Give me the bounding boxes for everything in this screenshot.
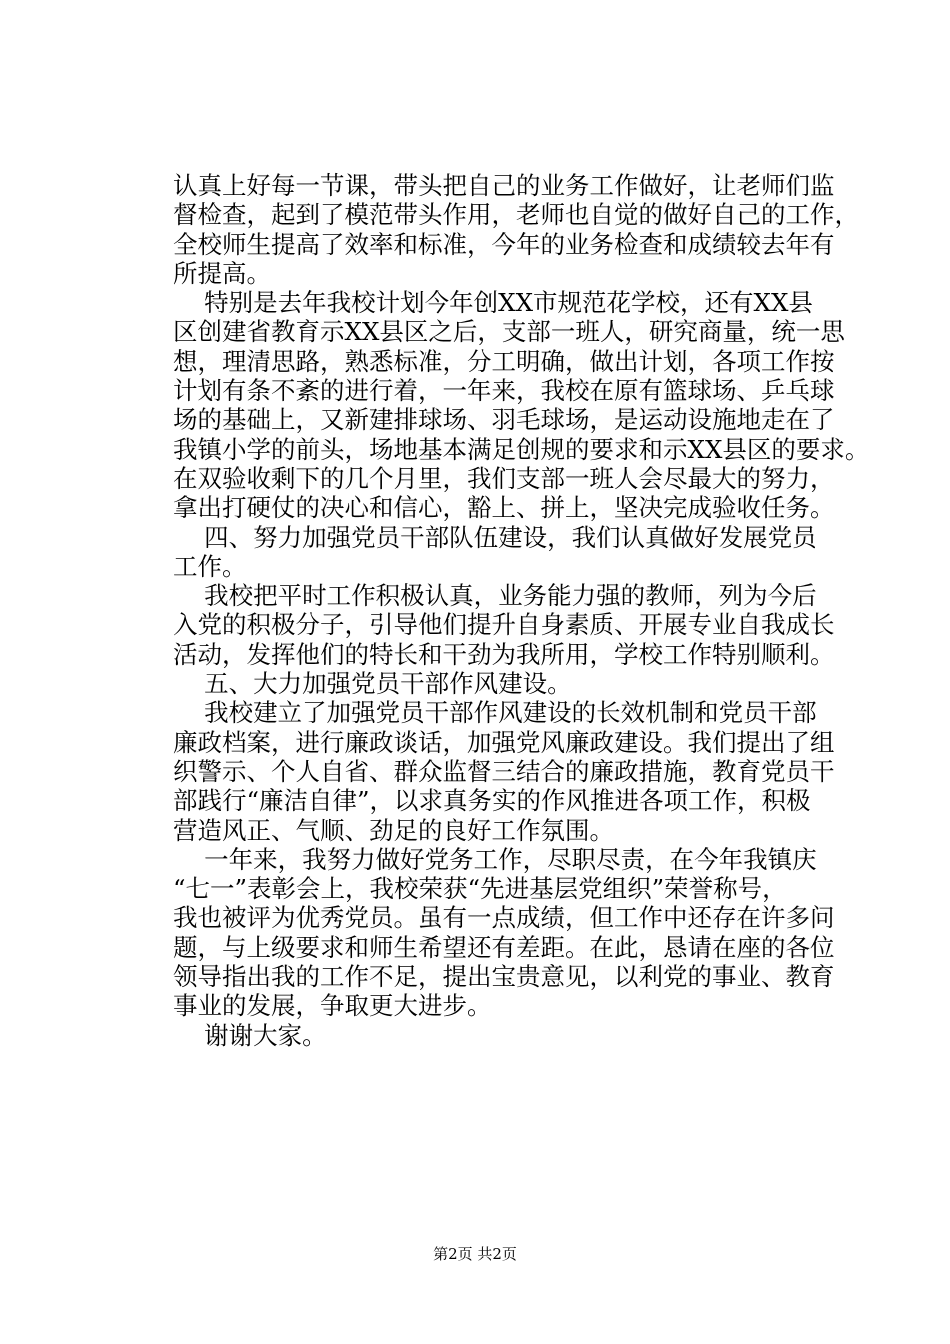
page-number-footer: 第2页 共2页 [433,1245,517,1263]
text-line: 特别是去年我校计划今年创XX市规范花学校，还有XX县 [173,288,813,318]
text-line: 我校建立了加强党员干部作风建设的长效机制和党员干部 [173,698,817,728]
closing-line: 谢谢大家。 [173,1020,327,1050]
text-line: 想，理清思路，熟悉标准，分工明确，做出计划，各项工作按 [173,346,835,376]
text-line: 织警示、个人自省、群众监督三结合的廉政措施，教育党员干 [173,756,835,786]
text-line: 场的基础上，又新建排球场、羽毛球场，是运动设施地走在了 [173,405,835,435]
text-line: 我校把平时工作积极认真，业务能力强的教师，列为今后 [173,581,817,611]
text-line: 一年来，我努力做好党务工作，尽职尽责，在今年我镇庆 [173,844,817,874]
text-line: 廉政档案，进行廉政谈话，加强党风廉政建设。我们提出了组 [173,727,835,757]
text-line: 全校师生提高了效率和标准，今年的业务检查和成绩较去年有 [173,229,835,259]
text-line: 所提高。 [173,258,271,288]
section-heading-5: 五、大力加强党员干部作风建设。 [173,669,572,699]
section-heading-4: 四、努力加强党员干部队伍建设，我们认真做好发展党员 [173,522,817,552]
text-line: 入党的积极分子，引导他们提升自身素质、开展专业自我成长 [173,610,835,640]
text-line: 部践行“廉洁自律”，以求真务实的作风推进各项工作，积极 [173,786,811,816]
text-line: 拿出打硬仗的决心和信心，豁上、拼上，坚决完成验收任务。 [173,493,835,523]
text-line: 认真上好每一节课，带头把自己的业务工作做好，让老师们监 [173,171,835,200]
text-line: 督检查，起到了模范带头作用，老师也自觉的做好自己的工作， [173,200,859,230]
text-line: 活动，发挥他们的特长和干劲为我所用，学校工作特别顺利。 [173,639,835,669]
text-line: 事业的发展，争取更大进步。 [173,991,492,1021]
text-line: 领导指出我的工作不足，提出宝贵意见，以利党的事业、教育 [173,962,835,992]
text-line: 我也被评为优秀党员。虽有一点成绩，但工作中还存在许多问 [173,903,835,933]
text-line: 我镇小学的前头，场地基本满足创规的要求和示XX县区的要求。 [173,434,870,464]
text-line: “七一”表彰会上，我校荣获“先进基层党组织”荣誉称号， [173,874,787,904]
text-line: 营造风正、气顺、劲足的良好工作氛围。 [173,815,614,845]
text-line: 区创建省教育示XX县区之后，支部一班人，研究商量，统一思 [173,317,845,347]
text-line: 在双验收剩下的几个月里，我们支部一班人会尽最大的努力， [173,463,835,493]
document-body [173,171,870,1050]
text-line: 计划有条不紊的进行着，一年来，我校在原有篮球场、乒乓球 [173,376,835,406]
text-line: 题，与上级要求和师生希望还有差距。在此，恳请在座的各位 [173,932,835,962]
text-line: 工作。 [173,551,247,581]
